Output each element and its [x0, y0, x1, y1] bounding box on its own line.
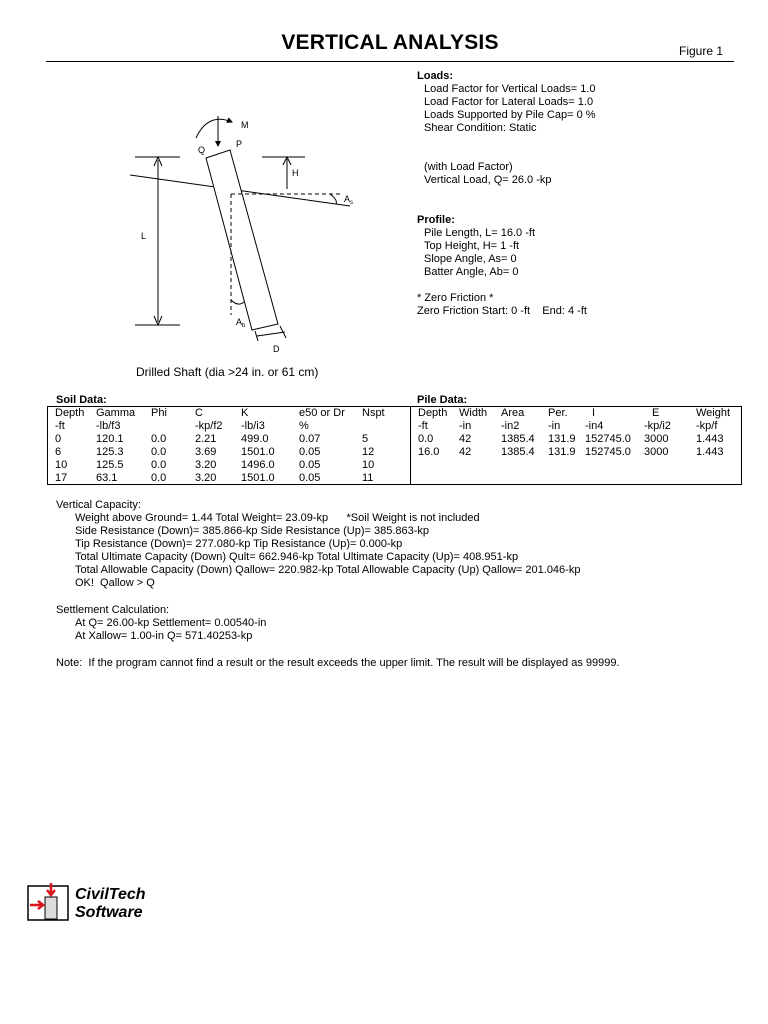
profile-line: Top Height, H= 1 -ft — [424, 240, 520, 252]
moment-arrow — [196, 116, 232, 146]
soil-cell: 0 — [55, 433, 62, 445]
soil-cell: 0.07 — [299, 433, 321, 445]
soil-cell: 1501.0 — [241, 446, 275, 458]
pile-cell: 42 — [459, 446, 472, 458]
soil-header: Depth — [55, 407, 85, 419]
soil-cell: 12 — [362, 446, 375, 458]
zero-friction-range: Zero Friction Start: 0 -ft End: 4 -ft — [417, 305, 587, 317]
settlement-section — [56, 604, 266, 643]
pile-header: Per. — [548, 407, 568, 419]
load-factor-note: (with Load Factor) — [424, 161, 513, 173]
pile-header: I — [592, 407, 596, 419]
soil-cell: 499.0 — [241, 433, 269, 445]
settlement-line: At Xallow= 1.00-in Q= 571.40253-kp — [75, 630, 253, 642]
soil-header: Phi — [151, 407, 167, 419]
soil-header: Gamma — [96, 407, 136, 419]
diagram-caption: Drilled Shaft (dia >24 in. or 61 cm) — [136, 365, 319, 379]
pile-cell: 1385.4 — [501, 446, 535, 458]
length-dimension — [135, 157, 180, 325]
soil-cell: 3.20 — [195, 459, 217, 471]
pile-unit: -in — [548, 420, 561, 432]
soil-data-title: Soil Data: — [56, 394, 107, 406]
soil-cell: 5 — [362, 433, 369, 445]
soil-cell: 0.05 — [299, 459, 321, 471]
pile-data-title: Pile Data: — [417, 394, 468, 406]
pile-cell: 1.443 — [696, 433, 724, 445]
pile-diagram — [130, 110, 370, 355]
pile-cell: 0.0 — [418, 433, 434, 445]
soil-cell: 6 — [55, 446, 62, 458]
data-table-divider — [410, 406, 411, 485]
batter-angle-label: $A_b$ — [236, 317, 246, 329]
pile-unit: -in — [459, 420, 472, 432]
header-rule — [46, 61, 734, 62]
soil-header: e50 or Dr — [299, 407, 345, 419]
soil-cell: 1501.0 — [241, 472, 275, 484]
pile-header: E — [652, 407, 660, 419]
slope-angle-arc — [330, 194, 336, 204]
soil-cell: 0.0 — [151, 433, 167, 445]
pile-cell: 1.443 — [696, 446, 724, 458]
soil-header: C — [195, 407, 203, 419]
profile-line: Pile Length, L= 16.0 -ft — [424, 227, 535, 239]
pile-unit: -in2 — [501, 420, 520, 432]
vertical-load: Vertical Load, Q= 26.0 -kp — [424, 174, 552, 186]
soil-cell: 3.20 — [195, 472, 217, 484]
pile-cell: 42 — [459, 433, 472, 445]
civiltech-logo-text — [75, 886, 146, 922]
loads-section — [417, 70, 596, 187]
figure-label: Figure 1 — [679, 44, 724, 58]
pile-cell: 3000 — [644, 433, 669, 445]
batter-angle-arc — [231, 300, 244, 304]
soil-cell: 10 — [362, 459, 375, 471]
soil-cell: 125.5 — [96, 459, 124, 471]
pile-cell: 3000 — [644, 446, 669, 458]
soil-cell: 0.05 — [299, 472, 321, 484]
pile-header: Depth — [418, 407, 448, 419]
pile-header: Weight — [696, 407, 731, 419]
loads-line: Load Factor for Vertical Loads= 1.0 — [424, 83, 596, 95]
soil-cell: 17 — [55, 472, 68, 484]
pile-cell: 16.0 — [418, 446, 440, 458]
result-note: Note: If the program cannot find a result or the result exceeds the upper limit. The result will be displayed as 99999. — [56, 657, 620, 669]
profile-heading: Profile: — [417, 214, 455, 226]
pile-unit: -kp/i2 — [644, 420, 671, 432]
settlement-line: At Q= 26.00-kp Settlement= 0.00540-in — [75, 617, 267, 629]
slope-angle-label: $A_s$ — [344, 194, 354, 206]
settlement-heading: Settlement Calculation: — [56, 604, 170, 616]
capacity-line: Total Allowable Capacity (Down) Qallow= 220.982-kp Total Allowable Capacity (Up) Qallow= 201.046-kp — [75, 564, 581, 576]
pile-cell: 1385.4 — [501, 433, 535, 445]
soil-cell: 63.1 — [96, 472, 118, 484]
soil-cell: 10 — [55, 459, 68, 471]
loads-heading: Loads: — [417, 70, 454, 82]
soil-cell: 3.69 — [195, 446, 217, 458]
pile-unit: -in4 — [585, 420, 604, 432]
capacity-line: Side Resistance (Down)= 385.866-kp Side Resistance (Up)= 385.863-kp — [75, 525, 430, 537]
soil-unit: -lb/f3 — [96, 420, 121, 432]
soil-cell: 120.1 — [96, 433, 124, 445]
soil-cell: 11 — [362, 472, 374, 484]
lateral-load-label: Q — [198, 145, 206, 155]
logo-line-1: CivilTech — [75, 886, 146, 903]
soil-cell: 2.21 — [195, 433, 217, 445]
pile-cell: 152745.0 — [585, 433, 631, 445]
pile-header: Width — [459, 407, 488, 419]
soil-cell: 125.3 — [96, 446, 124, 458]
soil-unit: -lb/i3 — [241, 420, 265, 432]
height-label: H — [292, 168, 299, 178]
pile-cell: 152745.0 — [585, 446, 631, 458]
pile-unit: -ft — [418, 420, 428, 432]
soil-header: Nspt — [362, 407, 385, 419]
pile-unit: -kp/f — [696, 420, 718, 432]
profile-line: Slope Angle, As= 0 — [424, 253, 517, 265]
pile-cell: 131.9 — [548, 433, 576, 445]
capacity-line: Weight above Ground= 1.44 Total Weight= 23.09-kp *Soil Weight is not included — [75, 512, 480, 524]
pile-header: Area — [501, 407, 525, 419]
soil-cell: 0.0 — [151, 446, 167, 458]
zero-friction-label: * Zero Friction * — [417, 292, 494, 304]
profile-line: Batter Angle, Ab= 0 — [424, 266, 519, 278]
soil-unit: -ft — [55, 420, 65, 432]
soil-unit: % — [299, 420, 309, 432]
pile-cell: 131.9 — [548, 446, 576, 458]
vertical-capacity-section — [56, 499, 580, 590]
moment-label: M — [241, 120, 249, 130]
page-title: VERTICAL ANALYSIS — [281, 31, 499, 54]
civiltech-logo-icon — [27, 883, 71, 923]
loads-line: Load Factor for Lateral Loads= 1.0 — [424, 96, 594, 108]
capacity-check: OK! Qallow > Q — [75, 577, 155, 589]
profile-section — [417, 214, 587, 318]
axial-load-label: P — [236, 139, 243, 149]
soil-cell: 1496.0 — [241, 459, 275, 471]
soil-cell: 0.0 — [151, 472, 167, 484]
soil-cell: 0.0 — [151, 459, 167, 471]
loads-line: Loads Supported by Pile Cap= 0 % — [424, 109, 596, 121]
capacity-line: Total Ultimate Capacity (Down) Qult= 662.946-kp Total Ultimate Capacity (Up)= 408.951-kp — [75, 551, 519, 563]
soil-header: K — [241, 407, 249, 419]
height-dimension — [262, 157, 305, 189]
soil-cell: 0.05 — [299, 446, 321, 458]
logo-line-2: Software — [75, 904, 143, 921]
vertical-capacity-heading: Vertical Capacity: — [56, 499, 141, 511]
capacity-line: Tip Resistance (Down)= 277.080-kp Tip Resistance (Up)= 0.000-kp — [75, 538, 403, 550]
length-label: L — [141, 231, 147, 241]
soil-unit: -kp/f2 — [195, 420, 223, 432]
diameter-label: D — [273, 344, 280, 354]
loads-line: Shear Condition: Static — [424, 122, 537, 134]
